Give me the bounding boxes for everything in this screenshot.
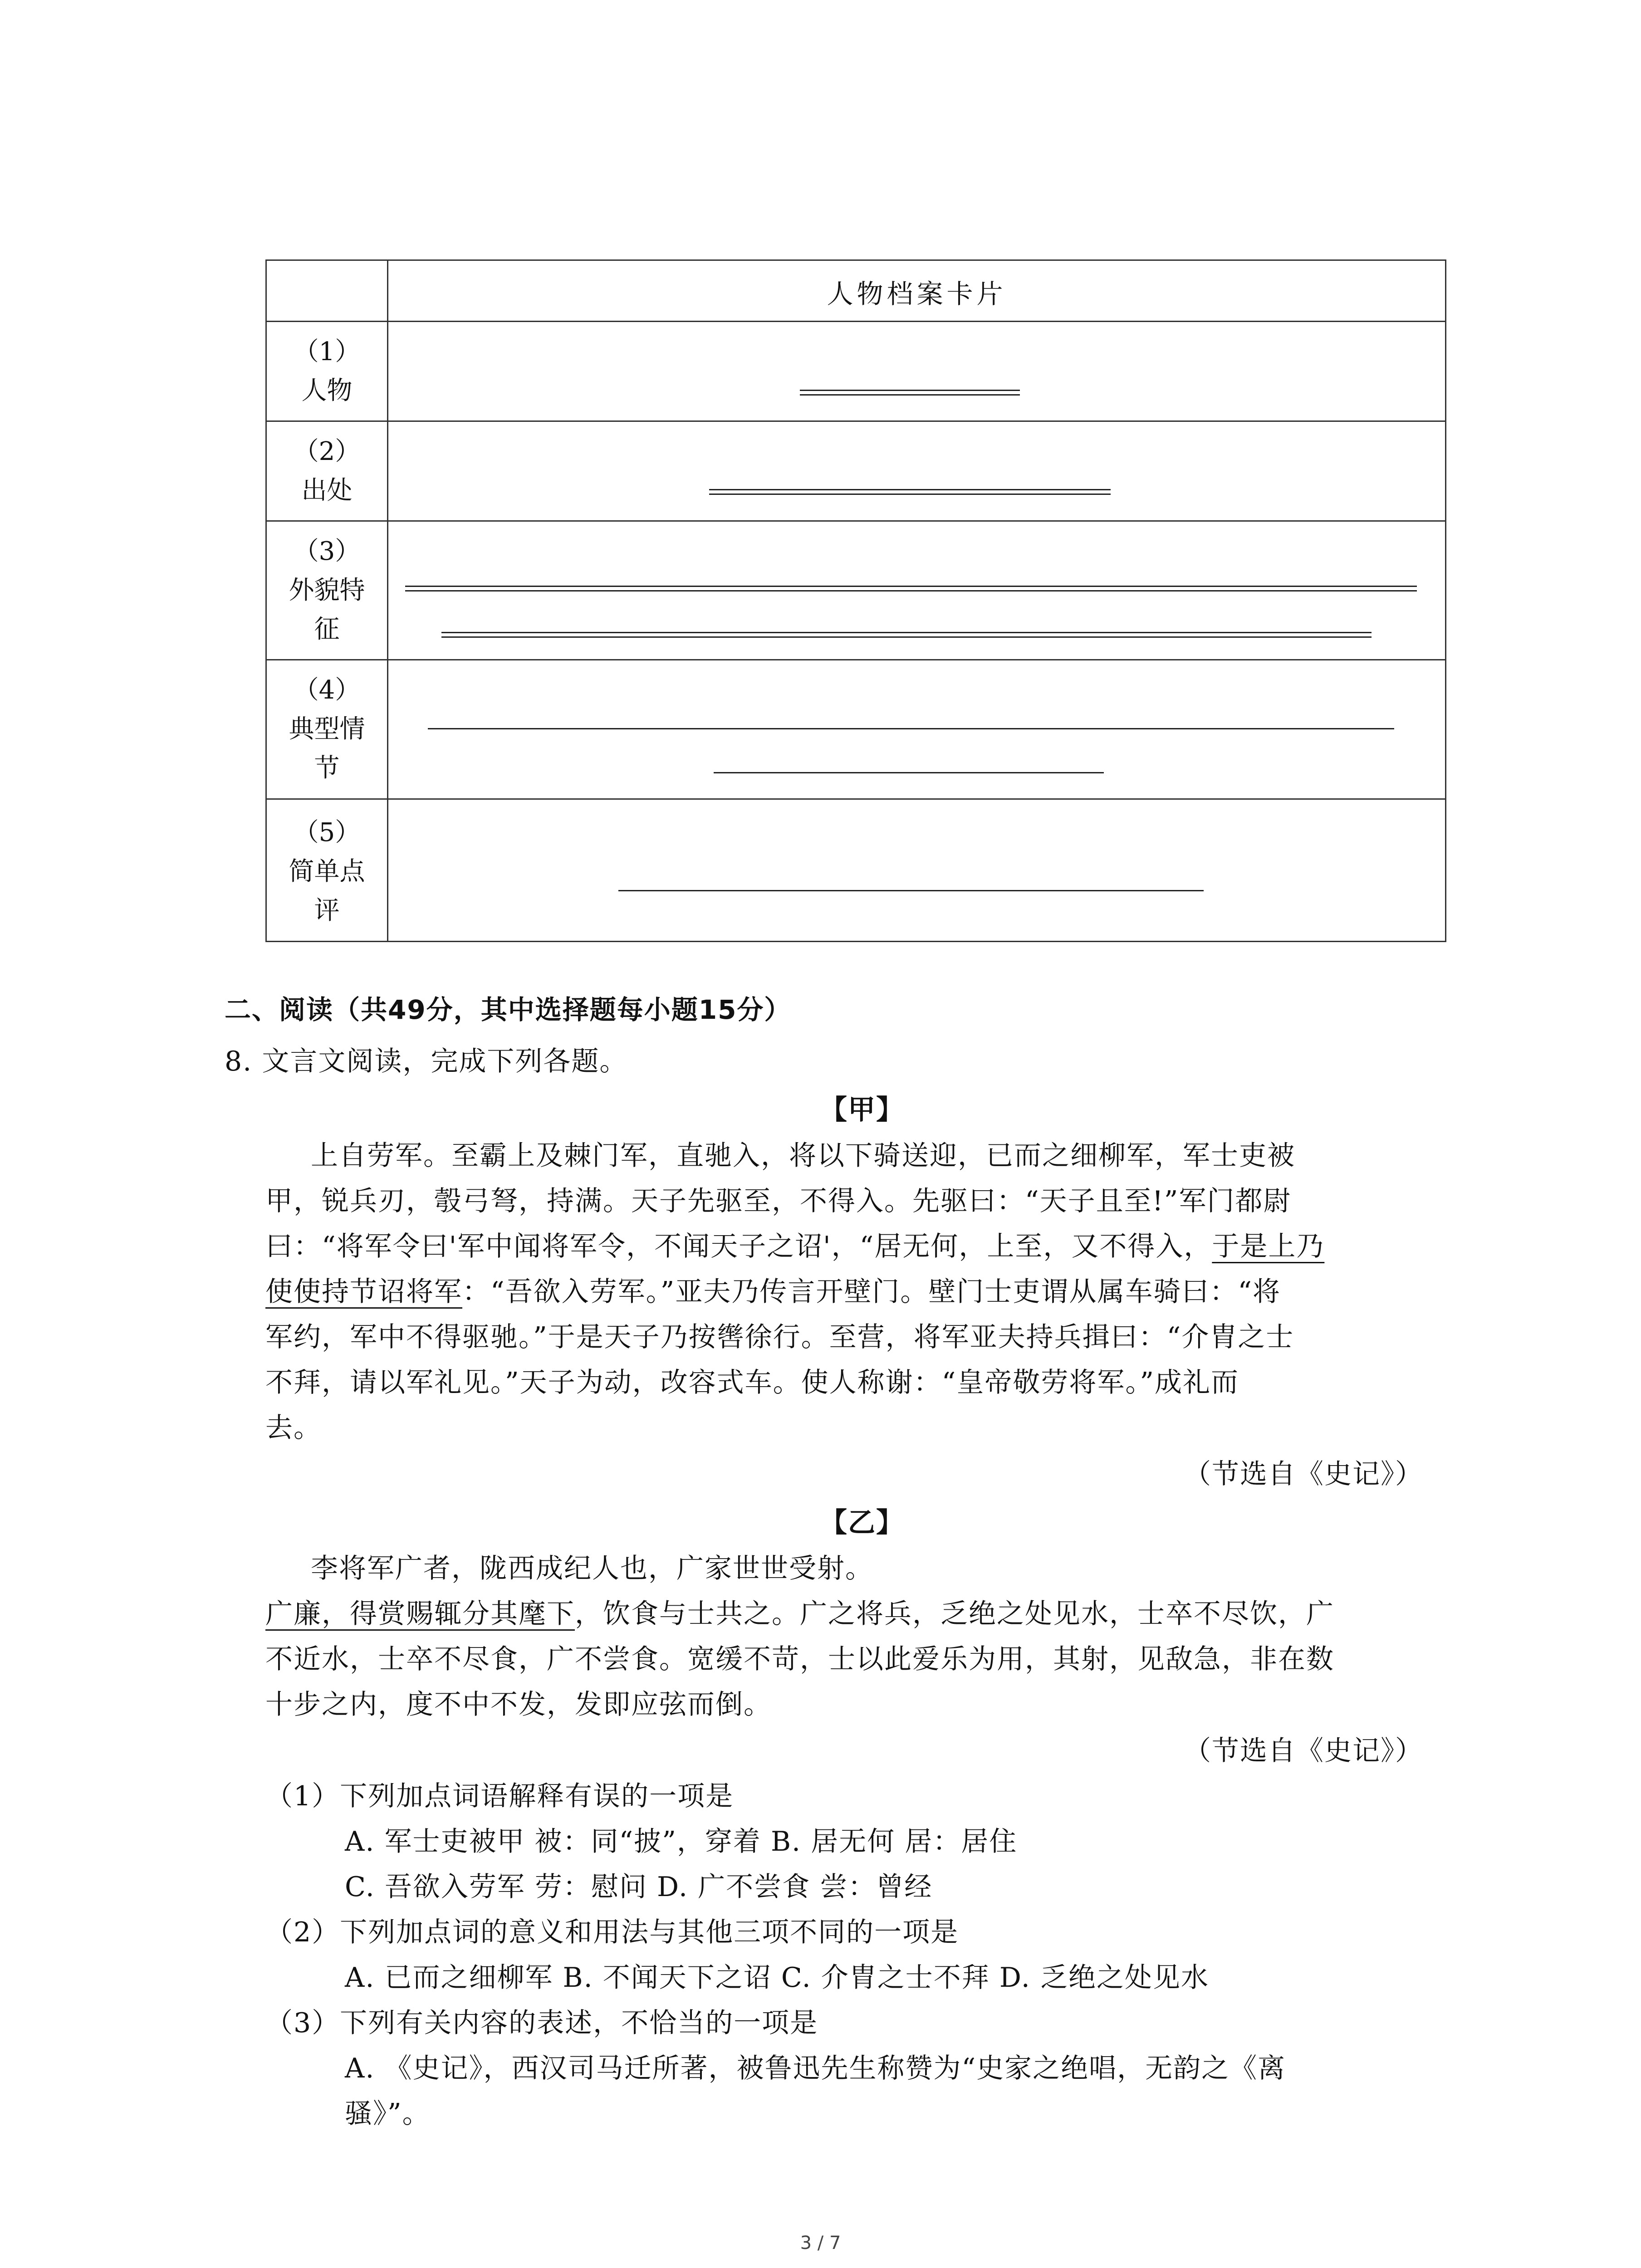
table-row-divider xyxy=(267,321,1445,322)
answer-blank-person[interactable] xyxy=(800,390,1020,391)
passage-b-source: （节选自《史记》） xyxy=(1184,1735,1423,1767)
table-row-divider xyxy=(267,520,1445,522)
passage-a-title: 【甲】 xyxy=(820,1094,904,1126)
question-1-stem: （1）下列加点词语解释有误的一项是 xyxy=(265,1780,734,1812)
question-8-prompt: 8. 文言文阅读，完成下列各题。 xyxy=(225,1046,628,1077)
passage-line: 去。 xyxy=(265,1412,322,1444)
table-column-divider xyxy=(387,261,388,941)
passage-line: 不近水，士卒不尽食，广不尝食。宽缓不苛，士以此爱乐为用，其射，见敌急，非在数 xyxy=(265,1643,1334,1675)
answer-blank-comment[interactable] xyxy=(618,890,1204,891)
page-number: 3 / 7 xyxy=(800,2233,841,2253)
answer-blank-appearance-1[interactable] xyxy=(405,586,1417,587)
row-label-typical-plot: （4） 典型情 节 xyxy=(289,675,365,783)
passage-line: 甲，锐兵刃，彀弓弩，持满。天子先驱至，不得入。先驱曰：“天子且至!”军门都尉 xyxy=(265,1185,1292,1217)
question-1-options-cd: C. 吾欲入劳军 劳：慰问 D. 广不尝食 尝：曾经 xyxy=(345,1871,933,1903)
answer-blank-plot-2[interactable] xyxy=(714,772,1104,773)
question-1-options-ab: A. 军士吏被甲 被：同“披”，穿着 B. 居无何 居：居住 xyxy=(345,1826,1018,1857)
passage-line: 十步之内，度不中不发，发即应弦而倒。 xyxy=(265,1689,772,1721)
question-2-options: A. 已而之细柳军 B. 不闻天下之诏 C. 介胄之士不拜 D. 乏绝之处见水 xyxy=(345,1962,1209,1994)
passage-line: 李将军广者，陇西成纪人也，广家世世受射。 xyxy=(311,1553,873,1584)
section-heading: 二、阅读（共49分，其中选择题每小题15分） xyxy=(225,994,792,1025)
passage-line: 曰：“将军令曰'军中闻将军令，不闻天子之诏'，“居无何，上至，又不得入，于是上乃 xyxy=(265,1231,1325,1262)
table-row-divider xyxy=(267,659,1445,660)
underlined-phrase: 使使持节诏将军 xyxy=(265,1276,462,1308)
passage-line: 广廉，得赏赐辄分其麾下，饮食与士共之。广之将兵，乏绝之处见水，士卒不尽饮，广 xyxy=(265,1598,1334,1630)
row-label-appearance: （3） 外貌特 征 xyxy=(289,536,365,644)
passage-line: 军约，军中不得驱驰。”于是天子乃按辔徐行。至营，将军亚夫持兵揖曰：“介胄之士 xyxy=(265,1321,1294,1353)
row-label-person: （1） 人物 xyxy=(293,337,361,406)
passage-line: 不拜，请以军礼见。”天子为动，改容式车。使人称谢：“皇帝敬劳将军。”成礼而 xyxy=(265,1367,1239,1398)
question-3-option-a-cont: 骚》”。 xyxy=(345,2098,431,2130)
question-3-option-a: A. 《史记》，西汉司马迁所著，被鲁迅先生称赞为“史家之绝唱，无韵之《离 xyxy=(345,2053,1286,2084)
row-label-comment: （5） 简单点 评 xyxy=(289,817,365,925)
underlined-phrase: 广廉，得赏赐辄分其麾下 xyxy=(265,1598,575,1630)
question-2-stem: （2）下列加点词的意义和用法与其他三项不同的一项是 xyxy=(265,1916,959,1948)
table-row-divider xyxy=(267,798,1445,800)
passage-a-source: （节选自《史记》） xyxy=(1184,1458,1423,1490)
passage-line: 上自劳军。至霸上及棘门军，直驰入，将以下骑送迎，已而之细柳军，军士吏被 xyxy=(311,1140,1295,1172)
answer-blank-plot-1[interactable] xyxy=(428,728,1394,729)
answer-blank-appearance-2[interactable] xyxy=(441,632,1372,633)
profile-card-table xyxy=(265,259,1446,942)
passage-b-title: 【乙】 xyxy=(820,1507,904,1539)
question-3-stem: （3）下列有关内容的表述，不恰当的一项是 xyxy=(265,2007,818,2039)
underlined-phrase: 于是上乃 xyxy=(1212,1231,1325,1262)
passage-line: 使使持节诏将军：“吾欲入劳军。”亚夫乃传言开壁门。壁门士吏谓从属车骑曰：“将 xyxy=(265,1276,1281,1308)
row-label-source: （2） 出处 xyxy=(293,436,361,505)
answer-blank-source[interactable] xyxy=(709,489,1111,490)
card-title: 人物档案卡片 xyxy=(827,278,1007,309)
table-row-divider xyxy=(267,420,1445,422)
